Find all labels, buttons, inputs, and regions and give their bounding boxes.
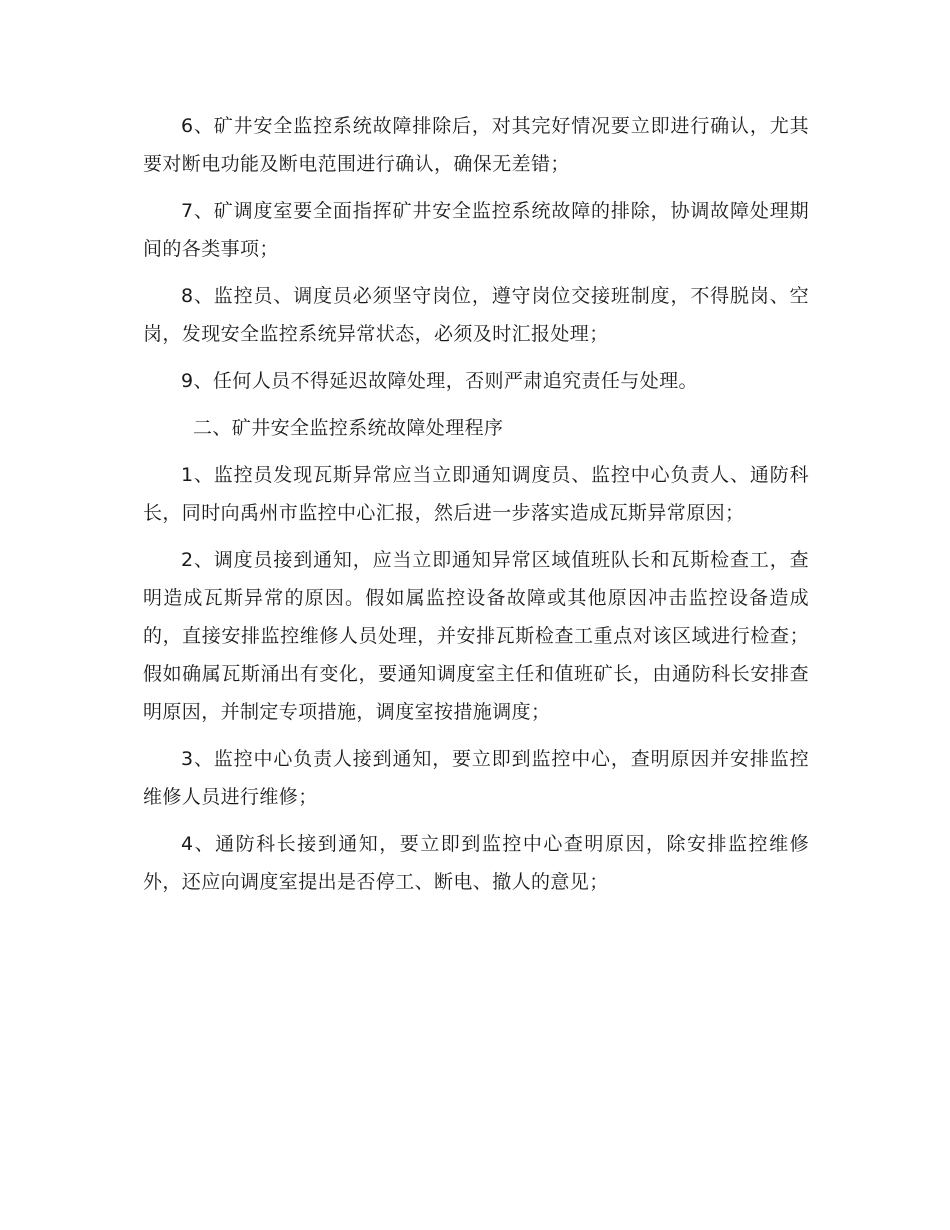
- paragraph-item-6: 6、矿井安全监控系统故障排除后，对其完好情况要立即进行确认，尤其要对断电功能及断电范围进行确认，确保无差错；: [143, 115, 809, 175]
- procedure-step-2: 2、调度员接到通知，应当立即通知异常区域值班队长和瓦斯检查工，查明造成瓦斯异常的原因。假如属监控设备故障或其他原因冲击监控设备造成的，直接安排监控维修人员处理，并安排瓦斯检查工重点对该区域进行检查；假如确属瓦斯涌出有变化，要通知调度室主任和值班矿长，由通防科长安排查明原因，并制定专项措施，调度室按措施调度；: [143, 549, 809, 723]
- document-body: [143, 107, 809, 910]
- section-heading: 二、矿井安全监控系统故障处理程序: [193, 417, 504, 439]
- paragraph-item-8: 8、监控员、调度员必须坚守岗位，遵守岗位交接班制度，不得脱岗、空岗，发现安全监控系统异常状态，必须及时汇报处理；: [143, 285, 809, 345]
- paragraph-item-7: 7、矿调度室要全面指挥矿井安全监控系统故障的排除，协调故障处理期间的各类事项；: [143, 200, 809, 260]
- procedure-step-3: 3、监控中心负责人接到通知，要立即到监控中心，查明原因并安排监控维修人员进行维修；: [143, 748, 809, 808]
- paragraph-item-9: 9、任何人员不得延迟故障处理，否则严肃追究责任与处理。: [181, 370, 698, 392]
- procedure-step-1: 1、监控员发现瓦斯异常应当立即通知调度员、监控中心负责人、通防科长，同时向禹州市监控中心汇报，然后进一步落实造成瓦斯异常原因；: [143, 464, 809, 524]
- procedure-step-4: 4、通防科长接到通知，要立即到监控中心查明原因，除安排监控维修外，还应向调度室提出是否停工、断电、撤人的意见；: [143, 833, 809, 893]
